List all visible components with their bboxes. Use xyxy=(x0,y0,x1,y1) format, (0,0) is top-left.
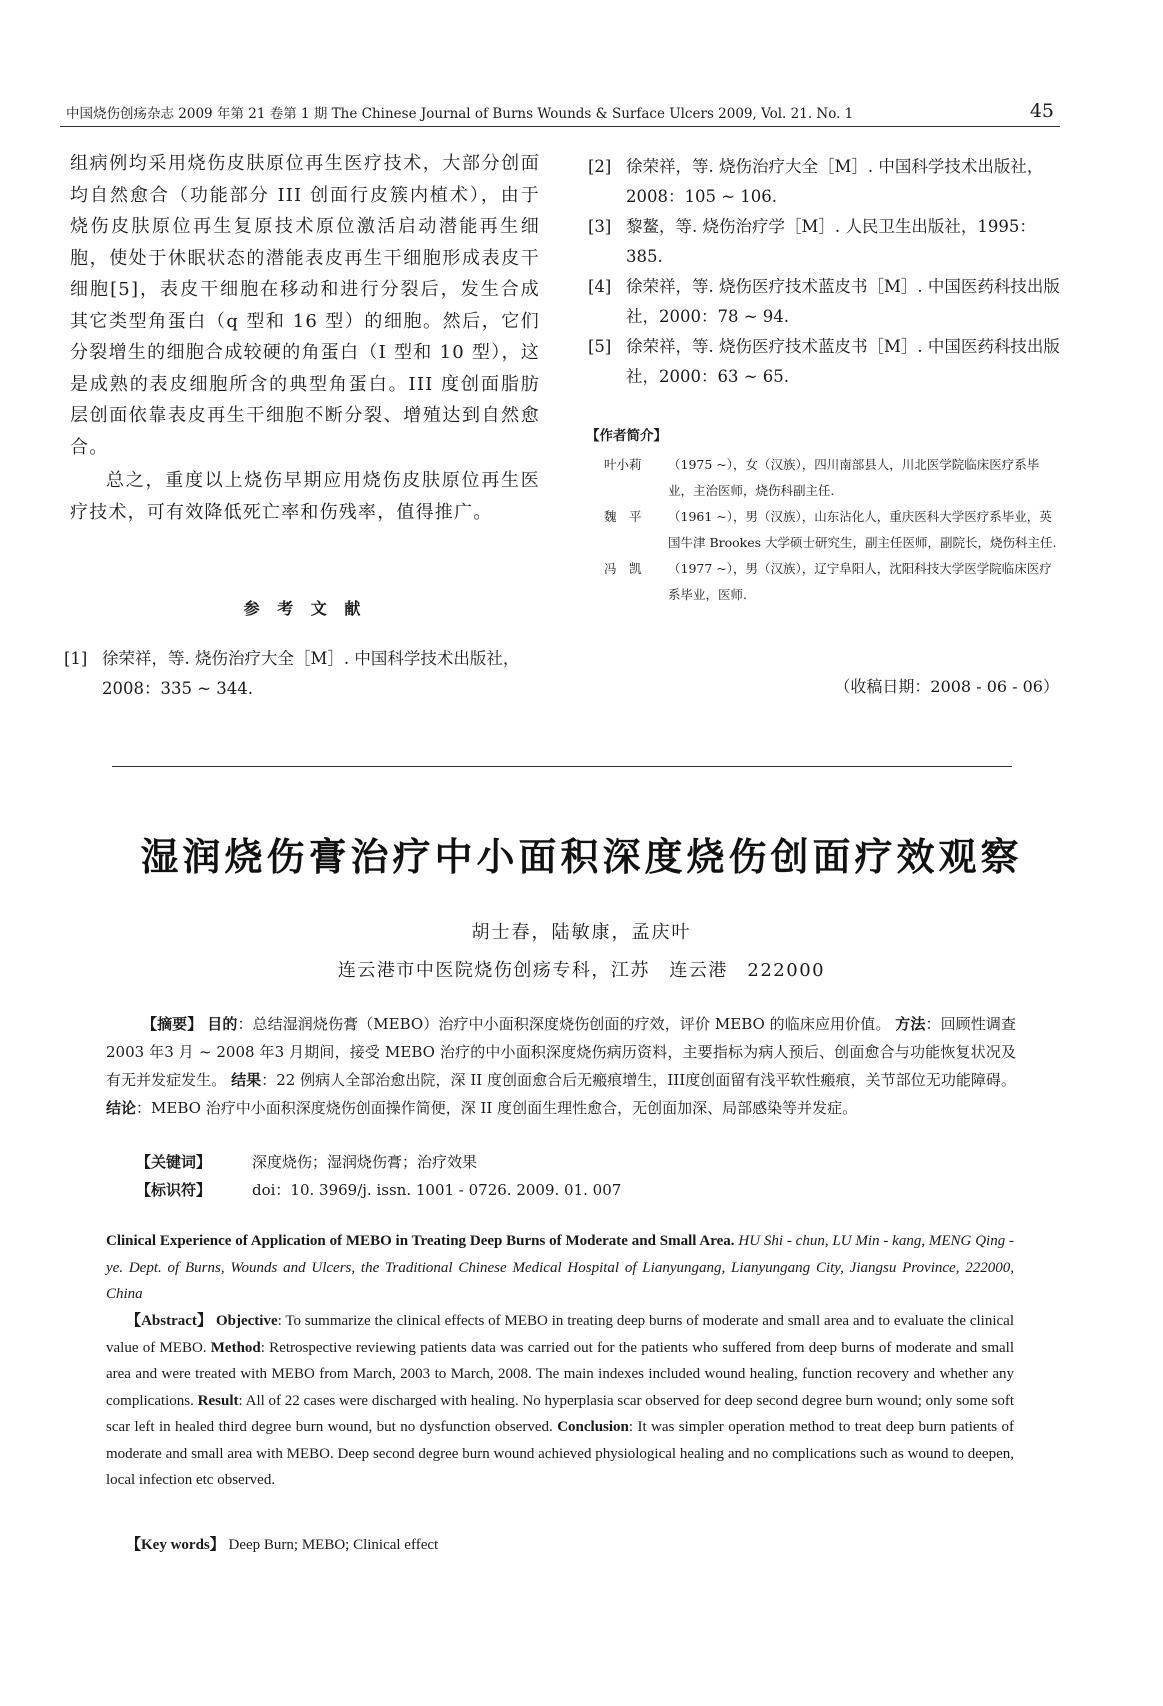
author-bio-name: 冯 凯 xyxy=(604,561,642,576)
author-bio-item xyxy=(604,452,1060,504)
left-column xyxy=(70,148,540,528)
article-title: 湿润烧伤膏治疗中小面积深度烧伤创面疗效观察 xyxy=(140,835,1023,879)
author-bio-name: 叶小莉 xyxy=(604,457,642,472)
abstract-english xyxy=(106,1308,1014,1494)
reference-text: 徐荣祥，等. 烧伤治疗大全［M］. 中国科学技术出版社，2008：105 ~ 106. xyxy=(626,157,1044,206)
english-title: Clinical Experience of Application of MEBO in Treating Deep Burns of Moderate and Small Area. xyxy=(106,1233,735,1249)
identifier-row xyxy=(136,1176,1016,1204)
reference-item xyxy=(64,644,542,704)
objective-label: 目的 xyxy=(207,1015,238,1033)
author-bio-item xyxy=(604,504,1060,556)
reference-list-left xyxy=(64,644,542,704)
keywords-en-label: 【Key words】 xyxy=(126,1537,225,1553)
reference-number: [4] xyxy=(588,277,612,296)
result-en-label: Result xyxy=(197,1392,239,1409)
author-bio-text: （1961 ~），男（汉族），山东沾化人，重庆医科大学医疗系毕业，英国牛津 Brookes 大学硕士研究生，副主任医师，副院长，烧伤科主任. xyxy=(668,509,1057,550)
abstract-chinese xyxy=(106,1010,1016,1122)
body-paragraph-1: 组病例均采用烧伤皮肤原位再生医疗技术，大部分创面均自然愈合（功能部分 III 创面行皮簇内植术），由于烧伤皮肤原位再生复原技术原位激活启动潜能再生细胞，使处于休眠状态的潜能表皮再生干细胞形成表皮干细胞[5]，表皮干细胞在移动和进行分裂后，发生合成其它类型角蛋白（q 型和 16 型）的细胞。然后，它们分裂增生的细胞合成较硬的角蛋白（I 型和 10 型），这是成熟的表皮细胞所含的典型角蛋白。III 度创面脂肪层创面依靠表皮再生干细胞不断分裂、增殖达到自然愈合。 xyxy=(70,153,540,458)
result-text: ：22 例病人全部治愈出院，深 II 度创面愈合后无瘢痕增生，III度创面留有浅平软性瘢痕，关节部位无功能障碍。 xyxy=(261,1071,1016,1089)
body-paragraph-2: 总之，重度以上烧伤早期应用烧伤皮肤原位再生医疗技术，可有效降低死亡率和伤残率，值得推广。 xyxy=(70,470,540,523)
objective-en-text: : To summarize the clinical effects of MEBO in treating deep burns of moderate and small area and to evaluate the clinical value of MEBO. xyxy=(106,1313,1014,1356)
received-date: （收稿日期：2008 - 06 - 06） xyxy=(834,677,1059,696)
english-authors-affiliation: HU Shi - chun, LU Min - kang, MENG Qing - ye. Dept. of Burns, Wounds and Ulcers, the Traditional Chinese Medical Hospital of Lianyungang, Lianyungang City, Jiangsu Province, 222000, China xyxy=(106,1233,1015,1302)
article-separator xyxy=(112,766,1012,767)
author-bio-item xyxy=(604,556,1060,608)
reference-text: 徐荣祥，等. 烧伤医疗技术蓝皮书［M］. 中国医药科技出版社，2000：78 ~ 94. xyxy=(626,277,1060,326)
author-bio-name: 魏 平 xyxy=(604,509,642,524)
reference-number: [1] xyxy=(64,649,88,668)
conclusion-en-text: : It was simpler operation method to treat deep burn patients of moderate and small area with MEBO. Deep second degree burn wound achieved physiological healing and no complications such as wound to deepen, local infection etc observed. xyxy=(106,1419,1015,1488)
english-title-block xyxy=(106,1228,1014,1308)
result-label: 结果 xyxy=(231,1071,262,1089)
page-number: 45 xyxy=(1029,100,1054,122)
author-bio-text: （1975 ~），女（汉族），四川南部县人，川北医学院临床医疗系毕业，主治医师，烧伤科副主任. xyxy=(668,457,1040,498)
author-bio-list xyxy=(604,452,1060,608)
reference-text: 徐荣祥，等. 烧伤治疗大全［M］. 中国科学技术出版社，2008：335 ~ 344. xyxy=(102,649,520,698)
article-affiliation: 连云港市中医院烧伤创疡专科，江苏 连云港 222000 xyxy=(337,960,826,981)
identifier-label: 【标识符】 xyxy=(136,1181,212,1199)
reference-text: 黎鳌，等. 烧伤治疗学［M］. 人民卫生出版社，1995：385. xyxy=(626,217,1036,266)
keywords-text: 深度烧伤；湿润烧伤膏；治疗效果 xyxy=(252,1153,478,1171)
conclusion-text: ：MEBO 治疗中小面积深度烧伤创面操作简便，深 II 度创面生理性愈合，无创面加深、局部感染等并发症。 xyxy=(136,1099,858,1117)
abstract-label: 【摘要】 xyxy=(142,1015,203,1033)
reference-item xyxy=(588,212,1064,272)
reference-list-right xyxy=(588,152,1064,392)
objective-en-label: Objective xyxy=(215,1313,278,1329)
reference-number: [5] xyxy=(588,337,612,356)
author-bio-heading: 【作者简介】 xyxy=(586,428,667,444)
method-label: 方法 xyxy=(895,1015,926,1033)
header-rule xyxy=(60,126,1060,127)
reference-text: 徐荣祥，等. 烧伤医疗技术蓝皮书［M］. 中国医药科技出版社，2000：63 ~ 65. xyxy=(626,337,1060,386)
reference-item xyxy=(588,332,1064,392)
conclusion-label: 结论 xyxy=(106,1099,137,1117)
method-text: ：回顾性调查2003 年3 月 ~ 2008 年3 月期间，接受 MEBO 治疗的中小面积深度烧伤病历资料，主要指标为病人预后、创面愈合与功能恢复状况及有无并发症发生。 xyxy=(106,1015,1016,1089)
keyword-block-cn xyxy=(136,1148,1016,1204)
running-header xyxy=(60,100,1060,130)
journal-running-head: 中国烧伤创疡杂志 2009 年第 21 卷第 1 期 The Chinese Journal of Burns Wounds & Surface Ulcers 2009, Vol. 21. No. 1 xyxy=(66,106,854,122)
method-en-text: : Retrospective reviewing patients data was carried out for the patients who suffered from deep burns of moderate and small area and were treated with MEBO from March, 2003 to March, 2008. The main indexes included wound healing, function recovery and whether any complications. xyxy=(106,1339,1014,1409)
result-en-text: : All of 22 cases were discharged with healing. No hyperplasia scar observed for deep second degree burn wound; only some soft scar left in healed third degree burn wound, but no dysfunction observed. xyxy=(106,1392,1014,1435)
keywords-label: 【关键词】 xyxy=(136,1153,212,1171)
author-bio-text: （1977 ~），男（汉族），辽宁阜阳人，沈阳科技大学医学院临床医疗系毕业，医师. xyxy=(668,561,1052,602)
keywords-row xyxy=(136,1148,1016,1176)
article-authors: 胡士春，陆敏康，孟庆叶 xyxy=(471,922,692,943)
reference-number: [2] xyxy=(588,157,612,176)
reference-item xyxy=(588,272,1064,332)
references-heading: 参 考 文 献 xyxy=(243,599,367,618)
keywords-en-text: Deep Burn; MEBO; Clinical effect xyxy=(228,1537,439,1553)
reference-item xyxy=(588,152,1064,212)
method-en-label: Method xyxy=(210,1339,261,1356)
doi-text: doi：10. 3969/j. issn. 1001 - 0726. 2009. 01. 007 xyxy=(252,1181,622,1199)
objective-text: ：总结湿润烧伤膏（MEBO）治疗中小面积深度烧伤创面的疗效，评价 MEBO 的临床应用价值。 xyxy=(237,1015,891,1033)
reference-number: [3] xyxy=(588,217,612,236)
abstract-en-label: 【Abstract】 xyxy=(126,1313,213,1329)
conclusion-en-label: Conclusion xyxy=(557,1419,629,1435)
keywords-english xyxy=(126,1532,1006,1559)
